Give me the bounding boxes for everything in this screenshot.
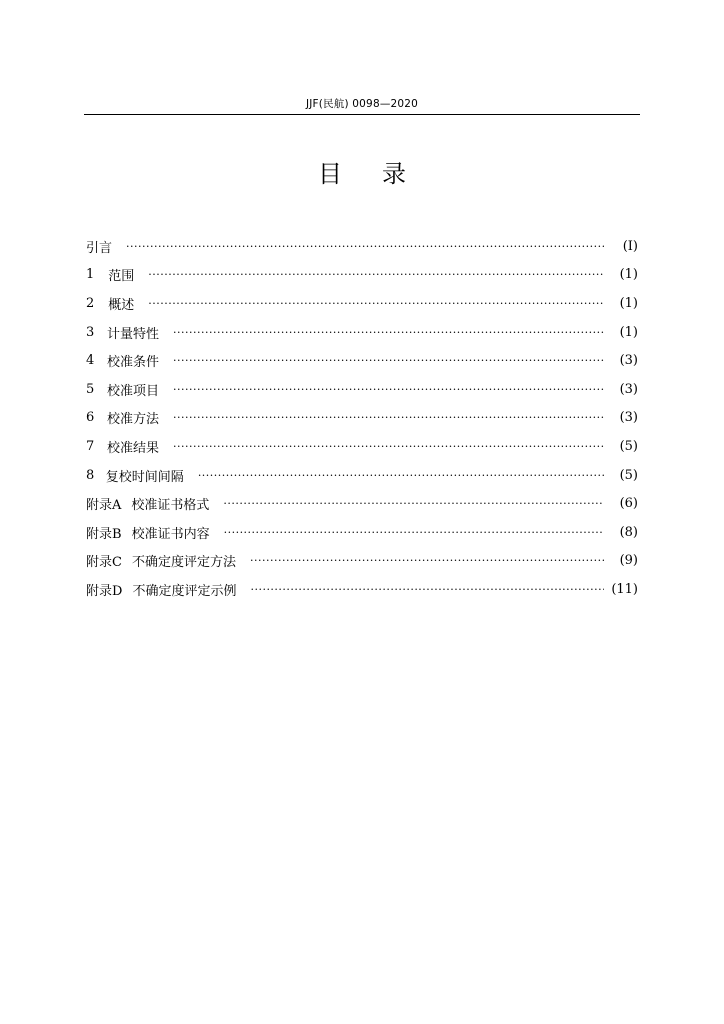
toc-label: 不确定度评定示例 xyxy=(132,583,237,599)
toc-number: 8 xyxy=(86,467,95,483)
toc-entry[interactable] xyxy=(86,461,638,490)
toc-entry[interactable] xyxy=(86,318,638,347)
toc-entry[interactable] xyxy=(86,489,638,518)
toc-page-number: (3) xyxy=(619,410,638,426)
toc-label: 范围 xyxy=(108,269,135,285)
toc-number: 7 xyxy=(86,438,95,454)
leader-dots xyxy=(173,326,604,339)
toc-number: 附录A xyxy=(86,498,122,514)
toc-label: 不确定度评定方法 xyxy=(131,555,236,571)
leader-dots xyxy=(126,240,604,253)
toc-page-number: (Ⅰ) xyxy=(622,238,638,254)
leader-dots xyxy=(173,354,604,367)
toc-entry[interactable] xyxy=(86,289,638,318)
toc-page-number: (8) xyxy=(619,524,638,540)
toc-number: 5 xyxy=(86,381,95,397)
toc-entry[interactable] xyxy=(86,232,638,261)
toc-page-number: (1) xyxy=(619,295,638,311)
toc-number: 2 xyxy=(86,295,95,311)
toc-label: 校准证书内容 xyxy=(131,526,210,542)
leader-dots xyxy=(223,497,604,510)
toc-page-number: (9) xyxy=(619,553,638,569)
header-rule xyxy=(84,114,640,115)
toc-page-number: (1) xyxy=(619,324,638,340)
toc-page-number: (5) xyxy=(619,438,638,454)
toc-entry[interactable] xyxy=(86,261,638,290)
toc-page-number: (6) xyxy=(619,496,638,512)
leader-dots xyxy=(198,469,604,482)
toc-label: 校准项目 xyxy=(107,383,160,399)
leader-dots xyxy=(224,526,604,539)
toc-label: 校准结果 xyxy=(107,440,160,456)
toc-label: 概述 xyxy=(108,297,135,313)
toc-entry[interactable] xyxy=(86,432,638,461)
leader-dots xyxy=(148,268,604,281)
toc-entry[interactable] xyxy=(86,346,638,375)
toc-label: 校准条件 xyxy=(107,355,160,371)
toc-entry[interactable] xyxy=(86,375,638,404)
toc-entry[interactable] xyxy=(86,575,638,604)
toc-number: 附录B xyxy=(86,526,122,542)
toc-entry[interactable] xyxy=(86,518,638,547)
leader-dots xyxy=(173,383,604,396)
toc-number: 6 xyxy=(86,410,95,426)
toc-number: 4 xyxy=(86,353,95,369)
toc-label: 复校时间间隔 xyxy=(105,469,184,485)
leader-dots xyxy=(148,297,604,310)
page-title: 目录 xyxy=(318,160,446,188)
toc-page-number: (5) xyxy=(619,467,638,483)
table-of-contents xyxy=(86,232,638,604)
toc-number: 附录D xyxy=(86,583,123,599)
toc-number: 附录C xyxy=(86,555,122,571)
leader-dots xyxy=(173,411,604,424)
toc-entry[interactable] xyxy=(86,547,638,576)
toc-label: 计量特性 xyxy=(107,326,160,342)
leader-dots xyxy=(173,440,604,453)
leader-dots xyxy=(250,554,604,567)
toc-page-number: (1) xyxy=(619,267,638,283)
toc-page-number: (3) xyxy=(619,353,638,369)
toc-label: 校准方法 xyxy=(107,412,160,428)
toc-number: 1 xyxy=(86,267,95,283)
toc-entry[interactable] xyxy=(86,404,638,433)
toc-label: 引言 xyxy=(86,240,113,256)
toc-number: 3 xyxy=(86,324,95,340)
toc-page-number: (11) xyxy=(611,581,638,597)
toc-label: 校准证书格式 xyxy=(131,498,210,514)
standard-code: JJF(民航) 0098—2020 xyxy=(305,98,419,110)
toc-page-number: (3) xyxy=(619,381,638,397)
leader-dots xyxy=(250,583,604,596)
